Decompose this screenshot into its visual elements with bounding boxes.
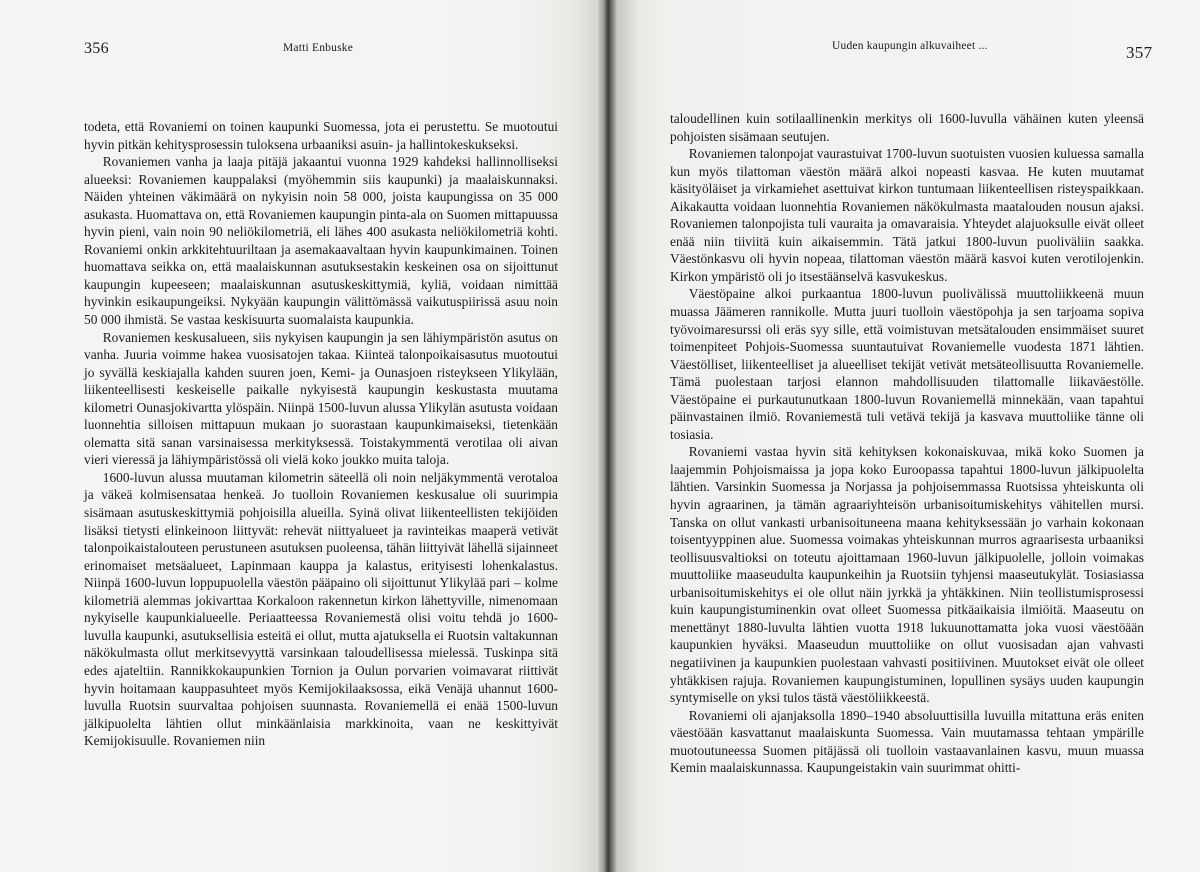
running-head-left: Matti Enbuske <box>283 42 353 54</box>
paragraph: Rovaniemen keskusalueen, siis nykyisen kaupungin ja sen lähiympäristön asutus on vanha. Juuria voimme hakea vuosisatojen takaa. Kiinteä talonpoikaisasutus muotoutui jo syvällä keskiajalla kahden suuren joen, Kemi- ja Ounasjoen risteykseen Ylikylään, liikenteellisesti keskeiselle paikalle nykyisestä kaupungin keskustasta muutama kilometri Ounasjokivartta ylöspäin. Niinpä 1500-luvun alussa Ylikylän asutusta voidaan luonnehtia silloisen mittapuun mukaan jo suorastaan kaupunkimaiseksi, tietenkään olematta sitä sanan varsinaisessa merkityksessä. Toistakymmentä verotilaa oli aivan vieri vieressä ja lähiympäristössä oli vielä koko joukko muita taloja. <box>84 329 558 468</box>
paragraph: Rovaniemen vanha ja laaja pitäjä jakaantui vuonna 1929 kahdeksi hallinnolliseksi alueeksi: Rovaniemen kauppalaksi (myöhemmin siis kaupunki) ja maalaiskunnaksi. Näiden yhteinen väkimäärä on nykyisin noin 58 000, joista kaupungissa on 35 000 asukasta. Huomattava on, että Rovaniemen kaupungin pinta-ala on Suomen mittapuussa hyvin pieni, vain noin 90 neliökilometriä, eli lähes 400 asukasta neliökilometriä kohti. Rovaniemi onkin arkkitehtuuriltaan ja asemakaavaltaan hyvin kaupunkimainen. Toinen huomattava seikka on, että maalaiskunnan asutuksestakin keskeinen osa on sijoittunut kaupungin kupeeseen; maalaiskunnan asutuskeskittymiä, kyliä, voidaan nimittää hyvinkin esikaupungeiksi. Nykyään kaupungin välittömässä vaikutuspiirissä asuu noin 50 000 ihmistä. Se vastaa keskisuurta suomalaista kaupunkia. <box>84 154 558 328</box>
paragraph: Rovaniemen talonpojat vaurastuivat 1700-luvun suotuisten vuosien kuluessa samalla kun myös tilattoman väestön määrä alkoi nopeasti kasvaa. He kuten muutamat käsityöläiset ja virkamiehet asettuivat kirkon tuntumaan liikenteellisen risteyspaikkaan. Aikakautta voidaan luonnehtia Rovaniemen näkökulmasta maatalouden nousun ajaksi. Rovaniemen talonpojista tuli vauraita ja omavaraisia. Yhteydet alajuoksulle eivät olleet enää niin tiiviitä kuin aikaisemmin. Tätä jatkui 1800-luvun puoliväliin saakka. Väestönkasvu oli hyvin nopeaa, tilattoman väestön määrä kasvoi kuten verotilojenkin. Kirkon ympäristö oli jo itsestäänselvä kasvukeskus. <box>670 146 1144 284</box>
paragraph: Rovaniemi vastaa hyvin sitä kehityksen kokonaiskuvaa, mikä koko Suomen ja laajemmin Pohjoismaissa ja jopa koko Euroopassa tapahtui 1800-luvun jälkipuolelta lähtien. Varsinkin Suomessa ja Norjassa ja pohjoisemmassa Ruotsissa yhteiskunta oli hyvin agraarinen, ja tämän agraariyhteisön urbanisoitumiskehitys vähitellen mursi. Tanska on ollut vankasti urbanisoituneena maana kehityksessään jo varhain kokonaan toisentyyppinen alue. Suomessa voimakas yhteiskunnan murros agraarisesta urbaaniksi teollisuusvaltioksi on toteutu ajoittamaan 1960-luvun jälkipuolelle, jolloin voimakas muuttoliike maaseudulta kaupunkeihin ja Ruotsiin tyhjensi maaseutukylät. Tosiasiassa urbanisoitumiskehitys ei ole ollut näin jyrkkä ja yhtäkkinen. Niin teollistumisprosessi kuin kaupungistuminenkin ovat olleet Suomessa pitkäaikaisia ilmiöitä. Maaseutu on menettänyt 1880-luvulta lähtien vuotta 1918 lukuunottamatta joka vuosi väestöään kaupunkien hyväksi. Maaseudun muuttoliike on ollut vuosisadan ajan vahvasti negatiivinen ja kaupunkien puolestaan vahvasti positiivinen. Muutokset eivät ole olleet yhtäkkisen rajuja. Rovaniemen kaupungistuminen, lopullinen sysäys uuden kaupungin syntymiselle on yksi tulos tästä väestöliikkeestä. <box>670 444 1144 706</box>
paragraph: Rovaniemi oli ajanjaksolla 1890–1940 absoluuttisilla luvuilla mitattuna eräs eniten väestöään kasvattanut maalaiskunta Suomessa. Vain muutamassa tehtaan ympärille muotoutuneessa Suomen pitäjässä oli tuolloin vastaavanlainen kasvu, muun muassa Kemin maalaiskunnassa. Kaupungeistakin vain suurimmat ohitti- <box>670 707 1144 776</box>
running-head-right: Uuden kaupungin alkuvaiheet ... <box>832 40 988 52</box>
paragraph: 1600-luvun alussa muutaman kilometrin säteellä oli noin neljäkymmentä verotaloa ja väkeä kolmisensataa henkeä. Jo tuolloin Rovaniemen keskusalue oli suurimpia sisämaan asutuskeskittymiä pohjoisilla alueilla. Syinä olivat liikenteellisten tekijöiden lisäksi tietysti elinkeinoon liittyvät: rehevät niittyalueet ja ravinteikas maaperä vetivät talonpoikaistalouteen perustuneen asutuksen puoleensa, tähän liittyivät lähellä sijainneet erinomaiset metsäalueet, Lapinmaan kauppa ja kalastus, erityisesti lohenkalastus. Niinpä 1600-luvun loppupuolella väestön pääpaino oli sijoittunut Ylikylää pari – kolme kilometriä alemmas jokivarttaa Korkaloon rakennetun kirkon lähettyville, nimenomaan nykyiselle kaupunkialueelle. Periaatteessa Rovaniemestä olisi voitu tehdä jo 1600-luvulla kaupunki, asutuksellisia esteitä ei ollut, mutta ajatuksella ei Ruotsin valtakunnan näkökulmasta ollut merkitsevyyttä varsinkaan taloudellisessa mielessä. Tuskinpa sitä edes ajateltiin. Rannikkokaupunkien Tornion ja Oulun porvarien voimavarat riittivät hyvin hoitamaan kauppasuhteet myös Kemijokilaaksossa, eikä Venäjä uhannut 1600-luvulla Ruotsin suurvaltaa pohjoisen suunnasta. Rovaniemellä ei enää 1500-luvun jälkipuolelta lähtien ollut minkäänlaisia markkinoita, vaan ne keskittyivät Kemijokisuulle. Rovaniemen niin <box>84 469 558 749</box>
paragraph: taloudellinen kuin sotilaallinenkin merkitys oli 1600-luvulla vähäinen kuten yleensä pohjoisten sisämaan seutujen. <box>670 111 1144 144</box>
right-page-body <box>670 110 1144 777</box>
paragraph: Väestöpaine alkoi purkaantua 1800-luvun puolivälissä muuttoliikkeenä muun muassa Jäämeren rannikolle. Mutta juuri tuolloin väestöpohja ja sen tarjoama sopiva työvoimaresurssi oli eräs syy sille, että voimistuvan metsätalouden ensimmäiset suuret toimenpiteet Pohjois-Suomessa suuntautuivat Rovaniemelle vuodesta 1871 lähtien. Väestölliset, liikenteelliset ja alueelliset tekijät vetivät metsäteollisuutta Rovaniemelle. Tämä puolestaan tarjosi elannon mahdollisuuden tilattomalle liikaväestölle. Väestöpaine ei purkautunutkaan 1800-luvun Rovaniemellä minnekään, vaan tapahtui päinvastainen ilmiö. Rovaniemestä tuli vetävä tekijä ja kasvava muuttoliike tänne oli tosiasia. <box>670 286 1144 442</box>
page-number-right: 357 <box>1126 43 1153 62</box>
paragraph: todeta, että Rovaniemi on toinen kaupunki Suomessa, jota ei perustettu. Se muotoutui hyvin pitkän kehitysprosessin tuloksena urbaaniksi asuin- ja hallintokeskukseksi. <box>84 119 558 152</box>
book-gutter-shadow <box>596 0 618 872</box>
page-number-left: 356 <box>84 40 109 57</box>
right-page <box>604 0 1200 872</box>
left-page-body <box>84 118 558 750</box>
